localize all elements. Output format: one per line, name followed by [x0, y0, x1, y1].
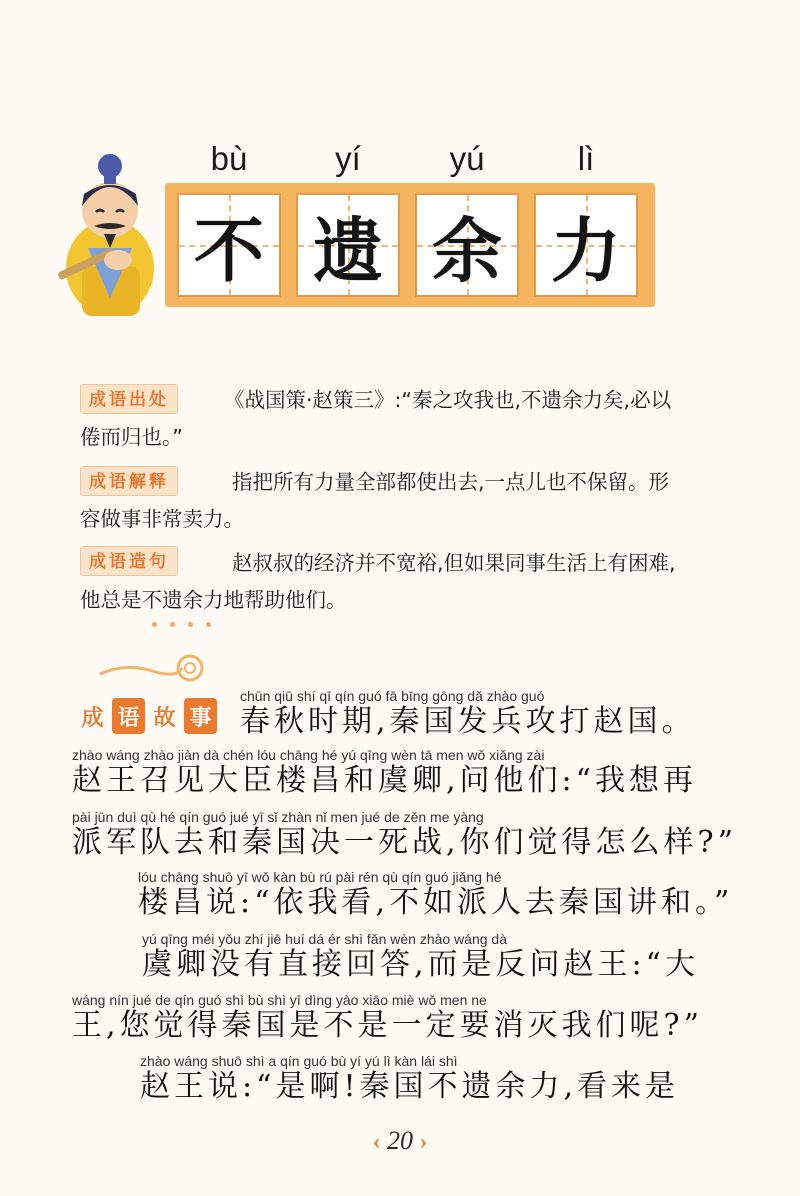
- source-label: 成语出处: [80, 384, 178, 414]
- story-text: 王,您觉得秦国是不是一定要消灭我们呢?”: [72, 1008, 703, 1043]
- story-label-char: 语: [112, 698, 145, 734]
- page-number: [355, 1126, 445, 1156]
- story-pinyin: zhào wáng zhào jiàn dà chén lóu chāng hé yú qīng wèn tā men wǒ xiǎng zài: [72, 747, 545, 763]
- story-pinyin: yú qīng méi yǒu zhí jiē huí dá ér shì fǎn wèn zhào wáng dà: [142, 931, 508, 947]
- title-pinyin: lì: [577, 140, 595, 177]
- decorative-dots: [152, 612, 224, 631]
- title-char: 遗: [313, 209, 383, 292]
- title-cell: [177, 193, 281, 297]
- story-pinyin: zhào wáng shuō shì a qín guó bù yí yú lì kàn lái shì: [140, 1053, 458, 1069]
- story-text: 赵王说:“是啊!秦国不遗余力,看来是: [140, 1069, 680, 1104]
- story-label-char: 故: [153, 705, 176, 731]
- page-number-value: 20: [387, 1126, 413, 1155]
- story-label-char: 事: [184, 698, 217, 734]
- example-text: 赵叔叔的经济并不宽裕,但如果同事生活上有困难,: [232, 551, 676, 575]
- story-pinyin: wáng nín jué de qín guó shì bù shì yī dìng yào xiāo miè wǒ men ne: [72, 992, 487, 1008]
- story-pinyin: pài jūn duì qù hé qín guó jué yī sǐ zhàn nǐ men jué de zěn me yàng: [72, 809, 484, 825]
- title-cell: [296, 193, 400, 297]
- story-label: [76, 698, 220, 734]
- story-text: 楼昌说:“依我看,不如派人去秦国讲和。”: [138, 885, 734, 920]
- meaning-text: 指把所有力量全部都使出去,一点儿也不保留。形: [232, 470, 670, 494]
- title-frame: [165, 183, 655, 307]
- title-pinyin: yí: [335, 140, 361, 177]
- story-pinyin: lóu chāng shuō yī wǒ kàn bù rú pài rén qù qín guó jiǎng hé: [138, 869, 502, 885]
- story-text: 派军队去和秦国决一死战,你们觉得怎么样?”: [72, 825, 737, 860]
- chevron-left-icon: ‹: [372, 1129, 381, 1155]
- example-label: 成语造句: [80, 546, 178, 576]
- title-pinyin: bù: [210, 140, 248, 177]
- source-text: 倦而归也。”: [80, 425, 183, 449]
- source-text: 《战国策·赵策三》:“秦之攻我也,不遗余力矣,必以: [224, 388, 672, 412]
- meaning-text: 容做事非常卖力。: [80, 507, 244, 531]
- example-text: 他总是不遗余力地帮助他们。: [80, 588, 347, 612]
- title-pinyin: yú: [449, 140, 485, 177]
- cloud-ornament-icon: [96, 652, 206, 688]
- meaning-label: 成语解释: [80, 466, 178, 496]
- story-pinyin: chūn qiū shí qī qín guó fā bīng gōng dǎ zhào guó: [240, 688, 545, 704]
- title-char: 余: [432, 209, 502, 292]
- story-label-char: 成: [81, 705, 104, 731]
- story-text: 赵王召见大臣楼昌和虞卿,问他们:“我想再: [72, 763, 697, 798]
- title-cell: [415, 193, 519, 297]
- title-char: 不: [194, 209, 264, 292]
- story-text: 春秋时期,秦国发兵攻打赵国。: [240, 704, 696, 739]
- title-char: 力: [551, 209, 621, 292]
- scholar-illustration: [48, 148, 172, 320]
- story-text: 虞卿没有直接回答,而是反问赵王:“大: [142, 947, 699, 982]
- chevron-right-icon: ›: [419, 1129, 428, 1155]
- title-cell: [534, 193, 638, 297]
